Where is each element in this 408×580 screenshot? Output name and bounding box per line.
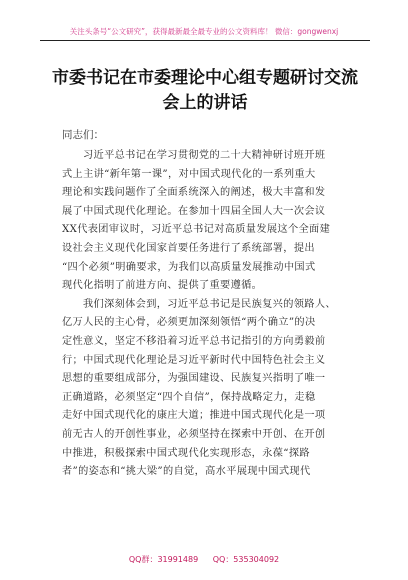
footer-contact (0, 554, 408, 565)
paragraph-2 (62, 296, 350, 482)
paragraph-line: 理论和实践问题作了全面系统深入的阐述，极大丰富和发 (62, 187, 326, 199)
title-line-2: 会上的讲话 (162, 93, 248, 113)
paragraph-line: 定性意义，坚定不移沿着习近平总书记指引的方向勇毅前 (62, 335, 326, 347)
paragraph-line: XX代表团审议时，习近平总书记对高质量发展这个全面建 (62, 224, 331, 236)
paragraph-line: 设社会主义现代化国家首要任务进行了系统部署，提出 (62, 242, 315, 254)
paragraph-line: 我们深刻体会到，习近平总书记是民族复兴的领路人、 (83, 298, 336, 310)
paragraph-line: 正确道路，必须坚定“四个自信”，保持战略定力，走稳 (62, 391, 316, 403)
title-line-1: 市委书记在市委理论中心组专题研讨交流 (52, 68, 358, 88)
footer-qq: QQ：535304092 (212, 555, 280, 564)
paragraph-line: 走好中国式现代化的康庄大道；推进中国式现代化是一项 (62, 410, 326, 422)
salutation: 同志们： (62, 129, 104, 141)
paragraph-line: 亿万人民的主心骨，必须更加深刻领悟“两个确立”的决 (62, 317, 316, 329)
paragraph-line: 习近平总书记在学习贯彻党的二十大精神研讨班开班 (83, 150, 326, 161)
paragraph-line: 思想的重要组成部分，为强国建设、民族复兴指明了唯一 (62, 373, 326, 385)
paragraph-line: 行；中国式现代化理论是习近平新时代中国特色社会主义 (62, 354, 326, 366)
paragraph-line: 展了中国式现代化理论。在参加十四届全国人大一次会议 (62, 205, 326, 217)
paragraph-line: 现代化指明了前进方向、提供了重要遵循。 (62, 280, 263, 292)
header-divider (40, 40, 370, 41)
paragraph-line: 中推进，积极探索中国式现代化实现形态，永葆“探路 (62, 447, 310, 459)
paragraph-line: 式上主讲“新年第一课”，对中国式现代化的一系列重大 (62, 168, 316, 180)
footer-qq-group: QQ群：31991489 (128, 555, 199, 564)
paragraph-line: 前无古人的开创性事业，必须坚持在探索中开创、在开创 (62, 428, 326, 440)
paragraph-line: 者”的姿态和“挑大梁”的自觉，高水平展现中国式现代 (62, 466, 311, 478)
header-note: 关注头条号“公文研究”，获得最新最全最专业的公文资料库！ 微信：gongwenxj (69, 27, 339, 36)
paragraph-line: “四个必须”明确要求，为我们以高质量发展推动中国式 (62, 261, 316, 273)
document-body (62, 147, 350, 482)
paragraph-1 (62, 147, 350, 296)
document-title (40, 66, 370, 116)
